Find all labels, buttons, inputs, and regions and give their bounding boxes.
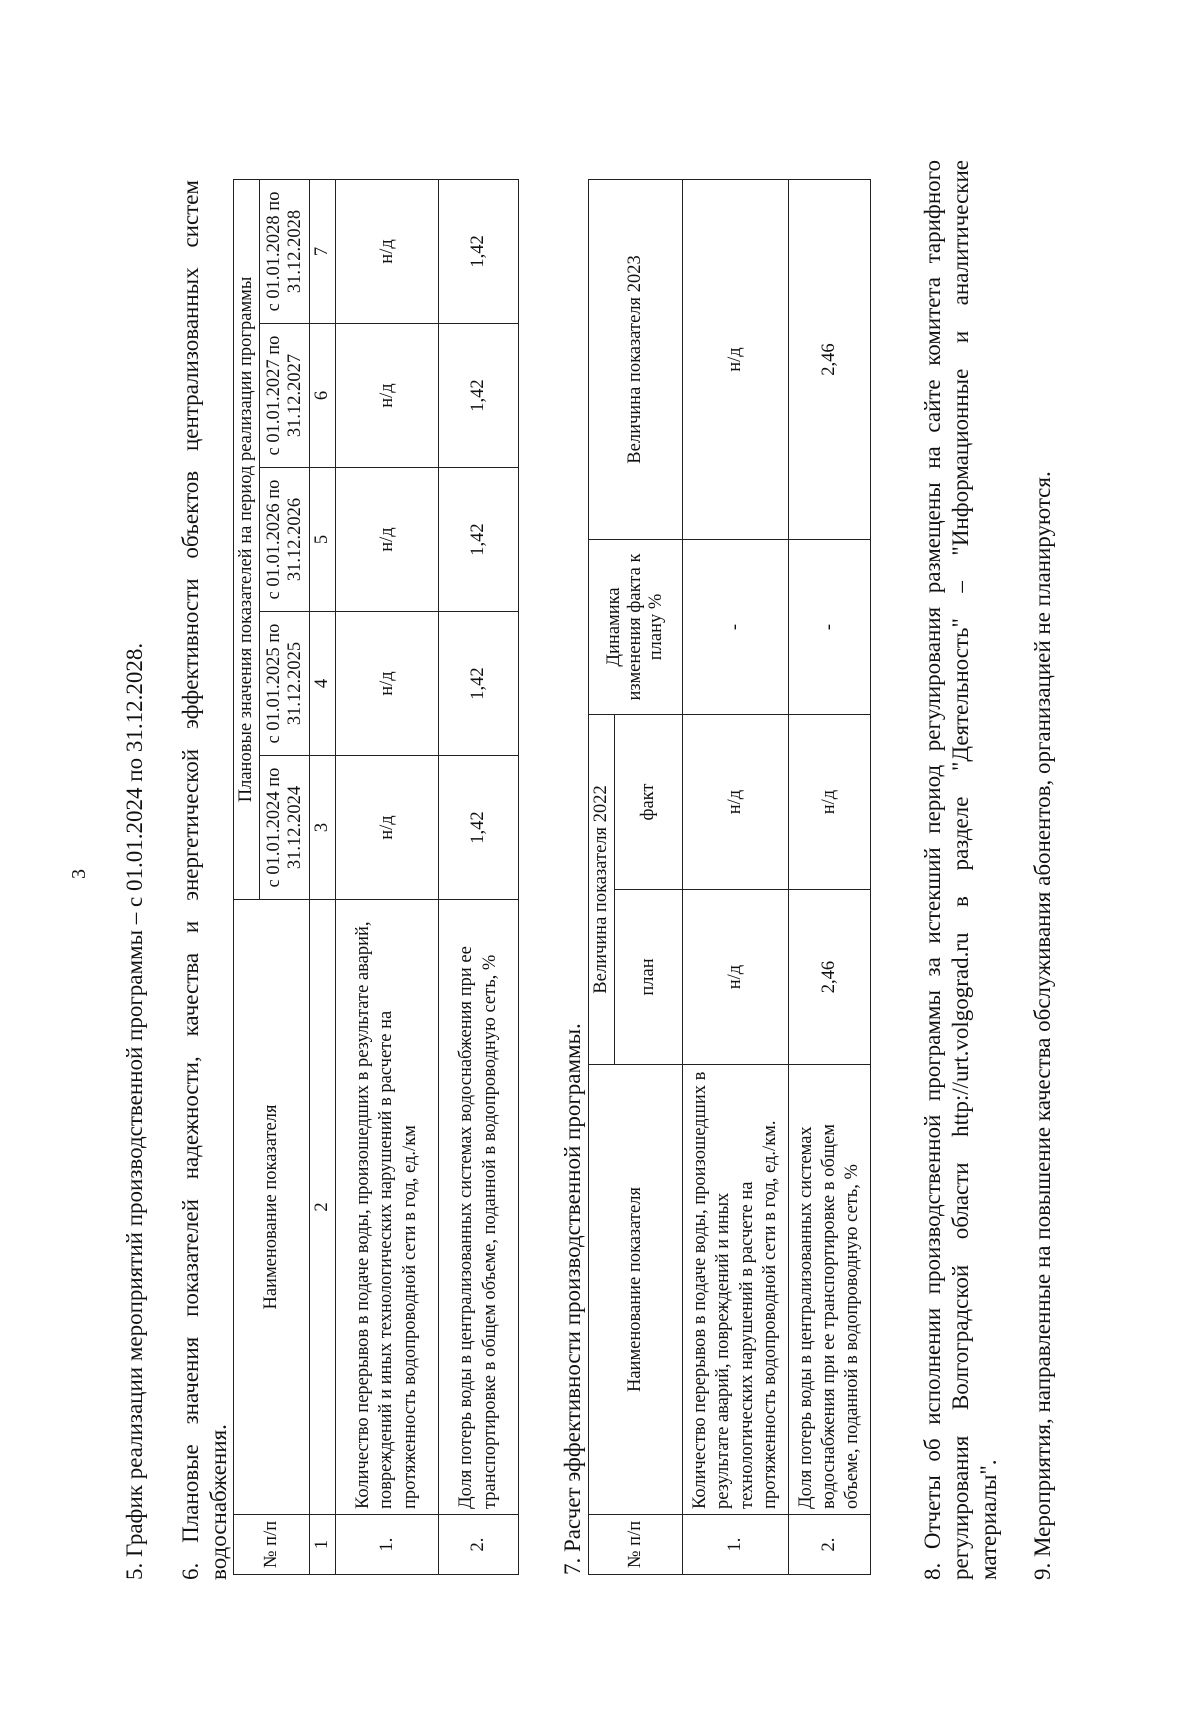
section-9-text: 9. Мероприятия, направленные на повышение качества обслуживания абонентов, организацией не планируются. xyxy=(1030,471,1055,1580)
row-value-2023: 2,46 xyxy=(789,180,871,540)
table-row xyxy=(683,180,789,1575)
header-period: с 01.01.2026 по 31.12.2026 xyxy=(260,468,310,612)
row-num: 1. xyxy=(683,1515,789,1575)
section-8-line-2: регулирования Волгоградской области http://urt.volgograd.ru в разделе "Деятельность" – "Информационные и аналитические xyxy=(948,160,973,1580)
row-name: Количество перерывов в подаче воды, произошедших в результате аварий, повреждений и иных технологических нарушений в расчете на протяженность водопроводной сети в год, ед./км. xyxy=(683,1065,789,1515)
row-name: Количество перерывов в подаче воды, произошедших в результате аварий, повреждений и иных технологических нарушений в расчете на протяженность водопроводной сети в год, ед./км xyxy=(336,900,439,1515)
planned-values-table xyxy=(233,179,519,1575)
row-value: 1,42 xyxy=(439,612,519,756)
header-group: Плановые значения показателей на период реализации программы xyxy=(234,179,260,899)
section-8-line-3: материалы". xyxy=(976,1459,1001,1580)
header-num: № п/п xyxy=(234,1515,310,1575)
column-number: 6 xyxy=(310,324,336,468)
row-num: 1. xyxy=(336,1515,439,1575)
row-dynamic: - xyxy=(789,540,871,715)
row-num: 2. xyxy=(439,1515,519,1575)
row-value: 1,42 xyxy=(439,324,519,468)
header-value-2023: Величина показателя 2023 xyxy=(589,180,683,540)
header-period: с 01.01.2024 по 31.12.2024 xyxy=(260,756,310,900)
column-number: 2 xyxy=(310,900,336,1515)
row-value: н/д xyxy=(336,756,439,900)
row-value-2023: н/д xyxy=(683,180,789,540)
table-row xyxy=(789,180,871,1575)
row-name: Доля потерь воды в централизованных системах водоснабжения при ее транспортировке в общем объеме, поданной в водопроводную сеть, % xyxy=(789,1065,871,1515)
header-period: с 01.01.2028 по 31.12.2028 xyxy=(260,179,310,323)
column-number: 1 xyxy=(310,1515,336,1575)
column-number: 7 xyxy=(310,179,336,323)
row-num: 2. xyxy=(789,1515,871,1575)
header-num: № п/п xyxy=(589,1515,683,1575)
row-value: 1,42 xyxy=(439,468,519,612)
row-value: 1,42 xyxy=(439,179,519,323)
section-6-line-2: водоснабжения. xyxy=(206,1424,231,1580)
section-7-text: 7. Расчет эффективности производственной программы. xyxy=(560,1023,585,1575)
row-dynamic: - xyxy=(683,540,789,715)
row-plan: 2,46 xyxy=(789,890,871,1065)
section-5-text: 5. График реализации мероприятий производственной программы – с 01.01.2024 по 31.12.2028. xyxy=(122,642,147,1580)
row-value: н/д xyxy=(336,179,439,323)
header-name: Наименование показателя xyxy=(234,900,310,1515)
header-plan: план xyxy=(615,890,683,1065)
efficiency-table xyxy=(588,179,871,1575)
table-row xyxy=(336,179,439,1574)
row-value: н/д xyxy=(336,468,439,612)
header-dynamic: Динамика изменения факта к плану % xyxy=(589,540,683,715)
row-plan: н/д xyxy=(683,890,789,1065)
header-period: с 01.01.2025 по 31.12.2025 xyxy=(260,612,310,756)
table-row xyxy=(439,179,519,1574)
row-fact: н/д xyxy=(789,715,871,890)
section-8-line-1: 8. Отчеты об исполнении производственной программы за истекший период регулирования размещены на сайте комитета тарифного xyxy=(920,160,945,1580)
header-fact: факт xyxy=(615,715,683,890)
header-group: Величина показателя 2022 xyxy=(589,715,615,1065)
page-number: 3 xyxy=(68,869,90,879)
column-number: 5 xyxy=(310,468,336,612)
row-value: н/д xyxy=(336,324,439,468)
row-name: Доля потерь воды в централизованных системах водоснабжения при ее транспортировке в общем объеме, поданной в водопроводную сеть, % xyxy=(439,900,519,1515)
row-fact: н/д xyxy=(683,715,789,890)
section-6-line-1: 6. Плановые значения показателей надежности, качества и энергетической эффективности объектов централизованных систем xyxy=(178,180,203,1580)
header-period: с 01.01.2027 по 31.12.2027 xyxy=(260,324,310,468)
column-number: 4 xyxy=(310,612,336,756)
row-value: н/д xyxy=(336,612,439,756)
row-value: 1,42 xyxy=(439,756,519,900)
header-name: Наименование показателя xyxy=(589,1065,683,1515)
column-number: 3 xyxy=(310,756,336,900)
